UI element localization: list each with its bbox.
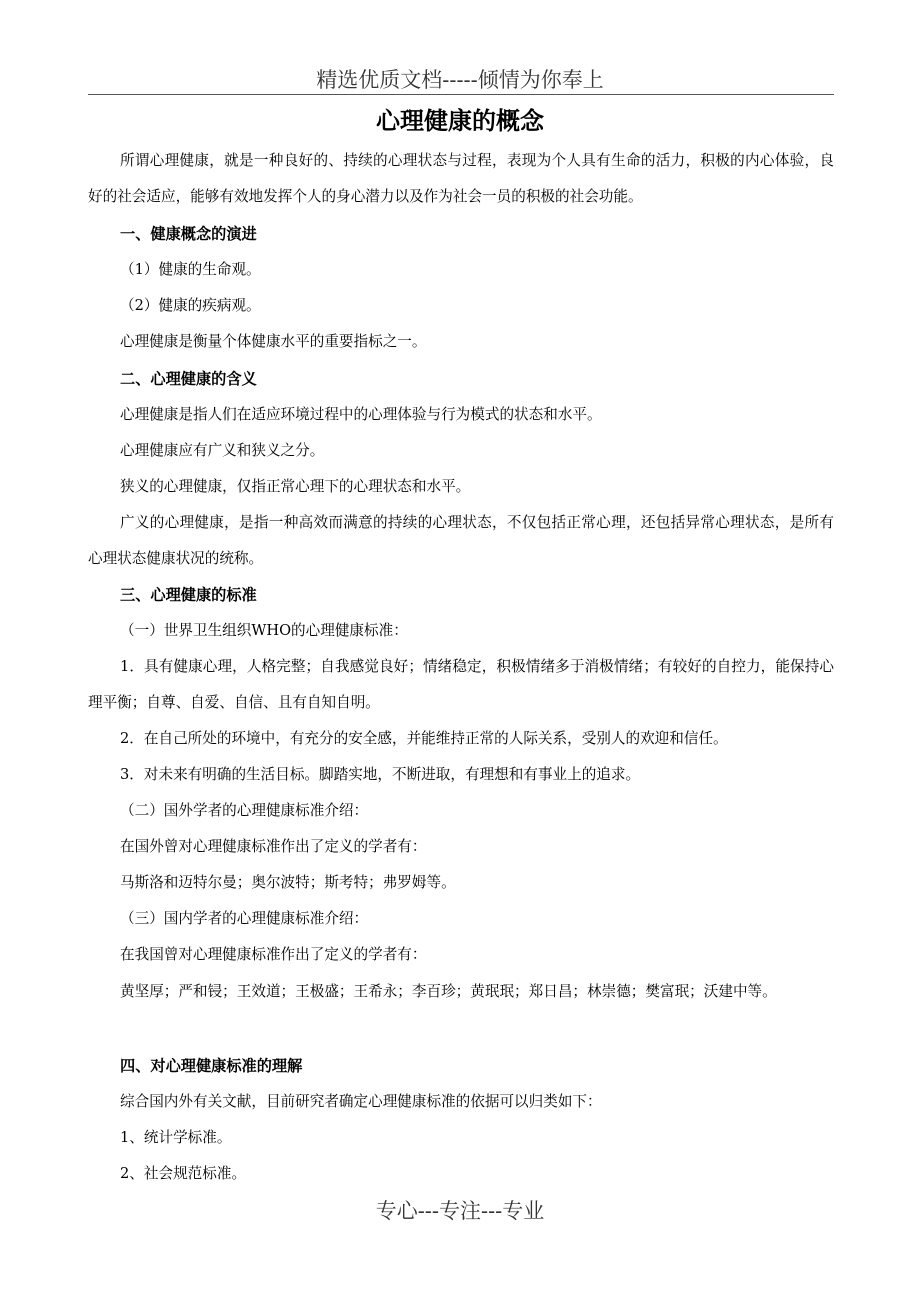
paragraph-definition: 心理健康是指人们在适应环境过程中的心理体验与行为模式的状态和水平。: [120, 406, 602, 423]
paragraph-domestic-names: 黄坚厚；严和锓；王效道；王极盛；王希永；李百珍；黄珉珉；郑日昌；林崇德；樊富珉；沃建中等。: [120, 983, 777, 1000]
subheading-who: （一）世界卫生组织WHO的心理健康标准：: [120, 622, 408, 639]
list-item-standard-3: 3．对未来有明确的生活目标。脚踏实地，不断进取，有理想和有事业上的追求。: [120, 766, 641, 783]
header-divider: [88, 94, 834, 95]
subheading-domestic: （三）国内学者的心理健康标准介绍：: [120, 910, 369, 927]
paragraph-summary: 综合国内外有关文献，目前研究者确定心理健康标准的依据可以归类如下：: [120, 1093, 602, 1110]
list-item-standard-2: 2．在自己所处的环境中，有充分的安全感，并能维持正常的人际关系，受别人的欢迎和信任。: [120, 730, 728, 747]
paragraph-foreign-scholars: 在国外曾对心理健康标准作出了定义的学者有：: [120, 838, 427, 855]
list-item-statistical: 1、统计学标准。: [120, 1129, 232, 1146]
paragraph-indicator: 心理健康是衡量个体健康水平的重要指标之一。: [120, 333, 427, 350]
document-title: 心理健康的概念: [376, 107, 544, 135]
paragraph-broad-narrow: 心理健康应有广义和狭义之分。: [120, 442, 325, 459]
paragraph-narrow-sense: 狭义的心理健康，仅指正常心理下的心理状态和水平。: [120, 478, 471, 495]
intro-paragraph: 所谓心理健康，就是一种良好的、持续的心理状态与过程，表现为个人具有生命的活力，积极的内心体验，良好的社会适应，能够有效地发挥个人的身心潜力以及作为社会一员的积极的社会功能。: [88, 152, 834, 205]
list-item-standard-1: 1．具有健康心理，人格完整；自我感觉良好；情绪稳定，积极情绪多于消极情绪；有较好的自控力，能保持心理平衡；自尊、自爱、自信、且有自知自明。: [88, 658, 834, 711]
list-item-life-view: （1）健康的生命观。: [120, 261, 261, 278]
section-heading-2: 二、心理健康的含义: [120, 370, 257, 388]
list-item-disease-view: （2）健康的疾病观。: [120, 297, 261, 314]
subheading-foreign: （二）国外学者的心理健康标准介绍：: [120, 802, 369, 819]
section-heading-1: 一、健康概念的演进: [120, 225, 257, 243]
paragraph-domestic-scholars: 在我国曾对心理健康标准作出了定义的学者有：: [120, 946, 427, 963]
paragraph-broad-sense: 广义的心理健康，是指一种高效而满意的持续的心理状态，不仅包括正常心理，还包括异常心理状态，是所有心理状态健康状况的统称。: [88, 514, 834, 567]
section-heading-4: 四、对心理健康标准的理解: [120, 1057, 303, 1075]
section-heading-3: 三、心理健康的标准: [120, 586, 257, 604]
page-footer: 专心---专注---专业: [375, 1199, 545, 1223]
page-header: 精选优质文档-----倾情为你奉上: [316, 68, 604, 92]
list-item-social-norm: 2、社会规范标准。: [120, 1165, 247, 1182]
paragraph-foreign-names: 马斯洛和迈特尔曼；奥尔波特；斯考特；弗罗姆等。: [120, 874, 456, 891]
